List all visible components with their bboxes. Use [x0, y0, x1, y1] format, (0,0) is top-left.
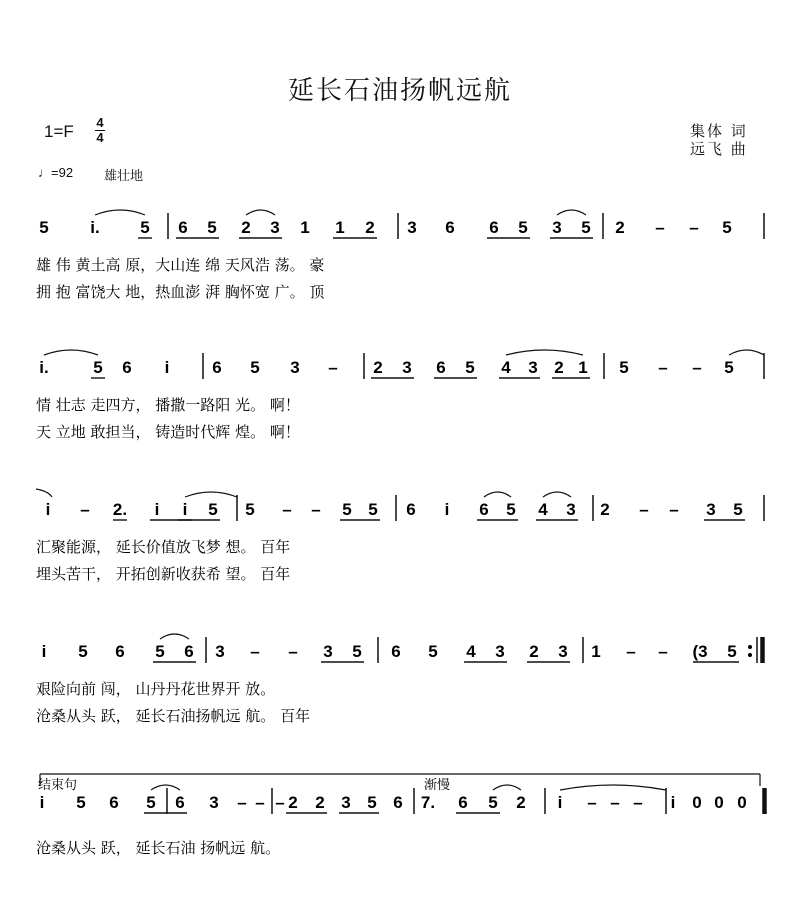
note-r1-13: 6: [489, 218, 499, 237]
note-r1-15: 3: [552, 218, 562, 237]
note-r3-6: 5: [208, 500, 218, 519]
note-r5-16: 6: [458, 793, 468, 812]
lyrics-r4-verse1: 艰险向前 闯， 山丹丹花世界开 放。: [36, 680, 276, 698]
note-r3-12: 6: [406, 500, 416, 519]
note-r4-4: 5: [155, 642, 165, 661]
repeat-dot-top: [748, 645, 752, 649]
tie-in-r3: [36, 489, 52, 497]
note-r1-12: 6: [445, 218, 455, 237]
note-r5-17: 5: [488, 793, 498, 812]
lyrics-r5-verse1: 沧桑从头 跃， 延长石油 扬帆远 航。: [36, 839, 281, 857]
lyrics-r1-verse2: 拥 抱 富饶大 地，热血澎 湃 胸怀宽 广。 顶: [36, 283, 325, 301]
slur-r1-1: [95, 210, 145, 215]
note-r1-20: 5: [722, 218, 732, 237]
note-r4-6: 3: [215, 642, 225, 661]
note-r5-4: 5: [146, 793, 156, 812]
note-r2-16: 1: [578, 358, 588, 377]
note-r2-4: i: [164, 358, 170, 377]
note-r1-3: 5: [140, 218, 150, 237]
note-r2-12: 5: [465, 358, 475, 377]
note-r4-18: –: [626, 642, 636, 661]
note-r5-13: 5: [367, 793, 377, 812]
slur-r2-1: [44, 350, 98, 355]
note-r4-16: 3: [558, 642, 568, 661]
note-r1-19: –: [689, 218, 699, 237]
note-r3-16: 4: [538, 500, 548, 519]
note-r4-10: 5: [352, 642, 362, 661]
composer-credit: 远飞 曲: [690, 140, 748, 158]
note-r1-5: 5: [207, 218, 217, 237]
slur-r1-2: [246, 210, 275, 215]
slur-r1-3: [557, 210, 586, 215]
note-r2-8: –: [328, 358, 338, 377]
slur-r3-3: [543, 492, 571, 497]
note-r3-15: 5: [506, 500, 516, 519]
note-r5-19: i: [557, 793, 563, 812]
note-r5-2: 5: [76, 793, 86, 812]
note-r1-7: 3: [270, 218, 280, 237]
slur-r5-3: [560, 785, 666, 790]
note-r4-9: 3: [323, 642, 333, 661]
note-r5-22: –: [633, 793, 643, 812]
note-r4-12: 5: [428, 642, 438, 661]
note-r3-19: –: [639, 500, 649, 519]
style-marking: 雄壮地: [104, 169, 144, 184]
note-r3-13: i: [444, 500, 450, 519]
note-r2-13: 4: [501, 358, 511, 377]
repeat-dot-bottom: [748, 653, 752, 657]
note-r5-5: 6: [175, 793, 185, 812]
note-r2-9: 2: [373, 358, 383, 377]
note-r5-3: 6: [109, 793, 119, 812]
note-r2-10: 3: [402, 358, 412, 377]
note-r2-1: i.: [39, 358, 49, 377]
note-r3-17: 3: [566, 500, 576, 519]
note-r3-4: i: [154, 500, 160, 519]
note-r3-18: 2: [600, 500, 610, 519]
note-r5-15: 7.: [420, 793, 436, 812]
note-r2-2: 5: [93, 358, 103, 377]
note-r1-17: 2: [615, 218, 625, 237]
slur-r3-1: [185, 492, 237, 497]
song-title: 延长石油扬帆远航: [287, 76, 512, 106]
note-r3-9: –: [311, 500, 321, 519]
note-r4-8: –: [288, 642, 298, 661]
note-r2-14: 3: [528, 358, 538, 377]
time-signature-bottom: 4: [96, 130, 104, 145]
note-r5-8: –: [255, 793, 265, 812]
slur-r5-1: [151, 785, 180, 790]
ritardando-label: 渐慢: [424, 778, 451, 793]
note-r2-18: –: [658, 358, 668, 377]
note-r3-7: 5: [245, 500, 255, 519]
note-r2-5: 6: [212, 358, 222, 377]
note-r2-17: 5: [619, 358, 629, 377]
note-r1-6: 2: [241, 218, 251, 237]
note-r5-6: 3: [209, 793, 219, 812]
note-r2-3: 6: [122, 358, 132, 377]
key-signature: 1=F: [44, 122, 74, 141]
lyrics-r2-verse1: 情 壮志 走四方， 播撒一路阳 光。 啊！: [36, 396, 300, 414]
note-r2-19: –: [692, 358, 702, 377]
note-r1-18: –: [655, 218, 665, 237]
lyrics-r3-verse2: 埋头苦干， 开拓创新收获希 望。 百年: [36, 565, 291, 583]
note-r1-4: 6: [178, 218, 188, 237]
lyrics-r4-verse2: 沧桑从头 跃， 延长石油扬帆远 航。 百年: [36, 707, 311, 725]
note-r4-17: 1: [591, 642, 601, 661]
note-r2-15: 2: [554, 358, 564, 377]
note-r5-23: i: [670, 793, 676, 812]
note-r5-10: 2: [288, 793, 298, 812]
note-r5-12: 3: [341, 793, 351, 812]
note-r4-13: 4: [466, 642, 476, 661]
slur-r3-2: [484, 492, 511, 497]
note-r3-2: –: [80, 500, 90, 519]
tempo-marking: ♩=92: [38, 165, 74, 180]
note-r4-21: 5: [727, 642, 737, 661]
lyrics-r2-verse2: 天 立地 敢担当， 铸造时代辉 煌。 啊！: [36, 423, 300, 441]
note-r5-14: 6: [393, 793, 403, 812]
lyrics-r3-verse1: 汇聚能源， 延长价值放飞梦 想。 百年: [36, 538, 291, 556]
note-r1-8: 1: [300, 218, 310, 237]
tie-out-r2: [729, 350, 764, 355]
note-r5-21: –: [610, 793, 620, 812]
note-r5-24: 0: [692, 793, 702, 812]
note-r3-10: 5: [342, 500, 352, 519]
note-r1-16: 5: [581, 218, 591, 237]
note-r5-9: –: [275, 793, 285, 812]
note-r1-1: 5: [39, 218, 49, 237]
note-r1-14: 5: [518, 218, 528, 237]
time-signature-top: 4: [96, 115, 104, 130]
note-r3-21: 3: [706, 500, 716, 519]
note-r4-5: 6: [184, 642, 194, 661]
note-r2-7: 3: [290, 358, 300, 377]
note-r3-14: 6: [479, 500, 489, 519]
note-r3-5: i: [182, 500, 188, 519]
note-r4-3: 6: [115, 642, 125, 661]
note-r4-11: 6: [391, 642, 401, 661]
note-r1-11: 3: [407, 218, 417, 237]
slur-r2-2: [506, 350, 583, 355]
note-r2-6: 5: [250, 358, 260, 377]
note-r4-19: –: [658, 642, 668, 661]
note-r3-20: –: [669, 500, 679, 519]
ending-label: 结束句: [38, 778, 78, 793]
slur-r5-2: [493, 785, 521, 790]
note-r1-10: 2: [365, 218, 375, 237]
note-r4-2: 5: [78, 642, 88, 661]
note-r3-1: i: [45, 500, 51, 519]
note-r2-20: 5: [724, 358, 734, 377]
note-r5-18: 2: [516, 793, 526, 812]
note-r4-15: 2: [529, 642, 539, 661]
note-r1-9: 1: [335, 218, 345, 237]
note-r1-2: i.: [90, 218, 100, 237]
note-r5-1: i: [39, 793, 45, 812]
note-r3-22: 5: [733, 500, 743, 519]
note-r5-26: 0: [737, 793, 747, 812]
lyricist-credit: 集体 词: [690, 122, 748, 140]
note-r4-14: 3: [495, 642, 505, 661]
note-r3-11: 5: [368, 500, 378, 519]
note-r4-7: –: [250, 642, 260, 661]
note-r3-3: 2.: [112, 500, 128, 519]
note-r3-8: –: [282, 500, 292, 519]
note-r4-1: i: [41, 642, 47, 661]
note-r5-20: –: [587, 793, 597, 812]
note-r5-11: 2: [315, 793, 325, 812]
note-r5-7: –: [237, 793, 247, 812]
note-r4-20: (3: [692, 642, 708, 661]
note-r5-25: 0: [714, 793, 724, 812]
note-r2-11: 6: [436, 358, 446, 377]
lyrics-r1-verse1: 雄 伟 黄土高 原，大山连 绵 天风浩 荡。 豪: [36, 256, 325, 274]
slur-r4-1: [160, 634, 189, 639]
